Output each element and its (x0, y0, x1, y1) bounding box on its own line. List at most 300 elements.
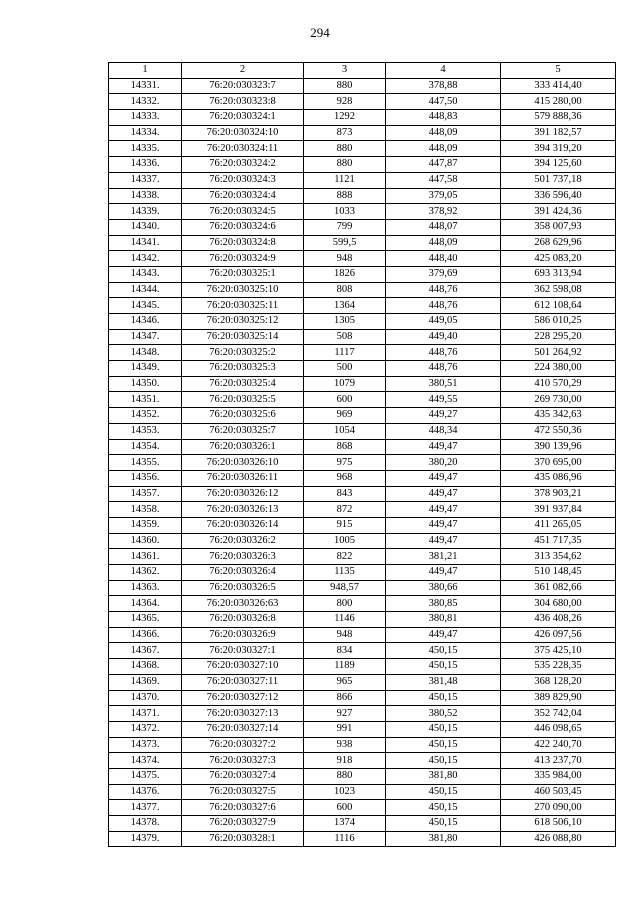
value-cell: 411 265,05 (501, 517, 616, 533)
table-row (109, 831, 616, 847)
cadastral-number-cell: 76:20:030327:10 (182, 659, 304, 675)
area-cell: 1135 (304, 565, 386, 581)
row-number-cell: 14336. (109, 157, 182, 173)
area-cell: 948 (304, 627, 386, 643)
row-number-cell: 14344. (109, 282, 182, 298)
table-row (109, 298, 616, 314)
value-cell: 435 086,96 (501, 470, 616, 486)
row-number-cell: 14349. (109, 361, 182, 377)
cadastral-number-cell: 76:20:030327:1 (182, 643, 304, 659)
cadastral-number-cell: 76:20:030324:6 (182, 219, 304, 235)
rate-cell: 449,47 (386, 502, 501, 518)
area-cell: 868 (304, 439, 386, 455)
area-cell: 888 (304, 188, 386, 204)
cadastral-number-cell: 76:20:030327:12 (182, 690, 304, 706)
area-cell: 873 (304, 125, 386, 141)
area-cell: 991 (304, 721, 386, 737)
area-cell: 799 (304, 219, 386, 235)
area-cell: 1005 (304, 533, 386, 549)
value-cell: 579 888,36 (501, 110, 616, 126)
cadastral-number-cell: 76:20:030325:5 (182, 392, 304, 408)
cadastral-number-cell: 76:20:030326:12 (182, 486, 304, 502)
value-cell: 390 139,96 (501, 439, 616, 455)
value-cell: 436 408,26 (501, 612, 616, 628)
table-row (109, 470, 616, 486)
table-row (109, 314, 616, 330)
cadastral-number-cell: 76:20:030324:3 (182, 172, 304, 188)
rate-cell: 450,15 (386, 784, 501, 800)
area-cell: 948,57 (304, 580, 386, 596)
cadastral-number-cell: 76:20:030326:2 (182, 533, 304, 549)
area-cell: 1054 (304, 423, 386, 439)
row-number-cell: 14333. (109, 110, 182, 126)
row-number-cell: 14335. (109, 141, 182, 157)
rate-cell: 448,76 (386, 282, 501, 298)
rate-cell: 450,15 (386, 753, 501, 769)
value-cell: 389 829,90 (501, 690, 616, 706)
area-cell: 969 (304, 408, 386, 424)
cadastral-number-cell: 76:20:030327:4 (182, 768, 304, 784)
area-cell: 1116 (304, 831, 386, 847)
rate-cell: 381,80 (386, 831, 501, 847)
rate-cell: 448,83 (386, 110, 501, 126)
cadastral-number-cell: 76:20:030325:7 (182, 423, 304, 439)
rate-cell: 379,69 (386, 266, 501, 282)
cadastral-number-cell: 76:20:030325:10 (182, 282, 304, 298)
cadastral-number-cell: 76:20:030325:14 (182, 329, 304, 345)
table-row (109, 188, 616, 204)
area-cell: 843 (304, 486, 386, 502)
area-cell: 1292 (304, 110, 386, 126)
row-number-cell: 14360. (109, 533, 182, 549)
area-cell: 1121 (304, 172, 386, 188)
rate-cell: 449,47 (386, 533, 501, 549)
value-cell: 410 570,29 (501, 376, 616, 392)
rate-cell: 450,15 (386, 721, 501, 737)
table-row (109, 219, 616, 235)
area-cell: 1374 (304, 816, 386, 832)
area-cell: 866 (304, 690, 386, 706)
cadastral-number-cell: 76:20:030324:9 (182, 251, 304, 267)
area-cell: 928 (304, 94, 386, 110)
table-row (109, 439, 616, 455)
area-cell: 600 (304, 800, 386, 816)
rate-cell: 448,76 (386, 345, 501, 361)
cadastral-number-cell: 76:20:030326:9 (182, 627, 304, 643)
value-cell: 693 313,94 (501, 266, 616, 282)
rate-cell: 450,15 (386, 643, 501, 659)
table-row (109, 517, 616, 533)
cadastral-number-cell: 76:20:030327:13 (182, 706, 304, 722)
cadastral-number-cell: 76:20:030324:8 (182, 235, 304, 251)
cadastral-number-cell: 76:20:030324:5 (182, 204, 304, 220)
rate-cell: 449,47 (386, 627, 501, 643)
column-header-1: 1 (109, 63, 182, 79)
value-cell: 451 717,35 (501, 533, 616, 549)
row-number-cell: 14352. (109, 408, 182, 424)
rate-cell: 450,15 (386, 816, 501, 832)
row-number-cell: 14366. (109, 627, 182, 643)
rate-cell: 379,05 (386, 188, 501, 204)
rate-cell: 447,87 (386, 157, 501, 173)
area-cell: 880 (304, 78, 386, 94)
cadastral-number-cell: 76:20:030324:1 (182, 110, 304, 126)
table-header-row (109, 63, 616, 79)
rate-cell: 380,20 (386, 455, 501, 471)
value-cell: 268 629,96 (501, 235, 616, 251)
row-number-cell: 14356. (109, 470, 182, 486)
table-row (109, 737, 616, 753)
rate-cell: 380,52 (386, 706, 501, 722)
cadastral-number-cell: 76:20:030324:2 (182, 157, 304, 173)
row-number-cell: 14359. (109, 517, 182, 533)
row-number-cell: 14337. (109, 172, 182, 188)
table-row (109, 125, 616, 141)
rate-cell: 381,48 (386, 674, 501, 690)
cadastral-number-cell: 76:20:030326:63 (182, 596, 304, 612)
table-row (109, 533, 616, 549)
cadastral-number-cell: 76:20:030325:4 (182, 376, 304, 392)
row-number-cell: 14375. (109, 768, 182, 784)
cadastral-number-cell: 76:20:030324:4 (182, 188, 304, 204)
table-row (109, 282, 616, 298)
area-cell: 1023 (304, 784, 386, 800)
area-cell: 808 (304, 282, 386, 298)
value-cell: 368 128,20 (501, 674, 616, 690)
cadastral-number-cell: 76:20:030325:11 (182, 298, 304, 314)
area-cell: 948 (304, 251, 386, 267)
row-number-cell: 14370. (109, 690, 182, 706)
row-number-cell: 14367. (109, 643, 182, 659)
cadastral-number-cell: 76:20:030325:3 (182, 361, 304, 377)
table-row (109, 612, 616, 628)
table-row (109, 674, 616, 690)
table-row (109, 502, 616, 518)
table-row (109, 455, 616, 471)
table-row (109, 141, 616, 157)
value-cell: 612 108,64 (501, 298, 616, 314)
value-cell: 224 380,00 (501, 361, 616, 377)
table-row (109, 172, 616, 188)
cadastral-number-cell: 76:20:030328:1 (182, 831, 304, 847)
cadastral-number-cell: 76:20:030327:11 (182, 674, 304, 690)
area-cell: 1146 (304, 612, 386, 628)
value-cell: 361 082,66 (501, 580, 616, 596)
data-table (108, 62, 616, 847)
area-cell: 938 (304, 737, 386, 753)
area-cell: 880 (304, 157, 386, 173)
value-cell: 415 280,00 (501, 94, 616, 110)
area-cell: 1079 (304, 376, 386, 392)
column-header-3: 3 (304, 63, 386, 79)
row-number-cell: 14340. (109, 219, 182, 235)
cadastral-number-cell: 76:20:030325:6 (182, 408, 304, 424)
row-number-cell: 14376. (109, 784, 182, 800)
row-number-cell: 14345. (109, 298, 182, 314)
table-row (109, 706, 616, 722)
column-header-4: 4 (386, 63, 501, 79)
value-cell: 313 354,62 (501, 549, 616, 565)
row-number-cell: 14378. (109, 816, 182, 832)
column-header-2: 2 (182, 63, 304, 79)
row-number-cell: 14371. (109, 706, 182, 722)
area-cell: 1364 (304, 298, 386, 314)
row-number-cell: 14342. (109, 251, 182, 267)
value-cell: 228 295,20 (501, 329, 616, 345)
rate-cell: 449,47 (386, 565, 501, 581)
rate-cell: 449,47 (386, 439, 501, 455)
row-number-cell: 14374. (109, 753, 182, 769)
table-row (109, 345, 616, 361)
rate-cell: 448,34 (386, 423, 501, 439)
rate-cell: 449,27 (386, 408, 501, 424)
rate-cell: 448,09 (386, 125, 501, 141)
cadastral-number-cell: 76:20:030326:11 (182, 470, 304, 486)
rate-cell: 381,21 (386, 549, 501, 565)
table-row (109, 549, 616, 565)
area-cell: 1305 (304, 314, 386, 330)
value-cell: 586 010,25 (501, 314, 616, 330)
rate-cell: 380,81 (386, 612, 501, 628)
table-row (109, 423, 616, 439)
table-row (109, 768, 616, 784)
table-row (109, 251, 616, 267)
cadastral-number-cell: 76:20:030327:3 (182, 753, 304, 769)
rate-cell: 449,05 (386, 314, 501, 330)
row-number-cell: 14353. (109, 423, 182, 439)
area-cell: 800 (304, 596, 386, 612)
value-cell: 391 182,57 (501, 125, 616, 141)
area-cell: 1117 (304, 345, 386, 361)
rate-cell: 449,47 (386, 517, 501, 533)
value-cell: 394 319,20 (501, 141, 616, 157)
cadastral-number-cell: 76:20:030324:11 (182, 141, 304, 157)
table-row (109, 361, 616, 377)
value-cell: 391 424,36 (501, 204, 616, 220)
table-row (109, 204, 616, 220)
page-number: 294 (310, 25, 330, 40)
table-row (109, 627, 616, 643)
table-row (109, 816, 616, 832)
cadastral-number-cell: 76:20:030326:5 (182, 580, 304, 596)
table-row (109, 110, 616, 126)
row-number-cell: 14338. (109, 188, 182, 204)
rate-cell: 378,92 (386, 204, 501, 220)
row-number-cell: 14341. (109, 235, 182, 251)
table-row (109, 659, 616, 675)
table-row (109, 266, 616, 282)
value-cell: 333 414,40 (501, 78, 616, 94)
table-row (109, 392, 616, 408)
rate-cell: 450,15 (386, 800, 501, 816)
area-cell: 918 (304, 753, 386, 769)
table-row (109, 800, 616, 816)
cadastral-number-cell: 76:20:030324:10 (182, 125, 304, 141)
area-cell: 822 (304, 549, 386, 565)
value-cell: 472 550,36 (501, 423, 616, 439)
table-row (109, 721, 616, 737)
rate-cell: 449,47 (386, 470, 501, 486)
rate-cell: 450,15 (386, 737, 501, 753)
cadastral-number-cell: 76:20:030326:13 (182, 502, 304, 518)
row-number-cell: 14354. (109, 439, 182, 455)
value-cell: 501 264,92 (501, 345, 616, 361)
cadastral-number-cell: 76:20:030325:2 (182, 345, 304, 361)
table-body (109, 78, 616, 847)
value-cell: 378 903,21 (501, 486, 616, 502)
table-row (109, 329, 616, 345)
area-cell: 508 (304, 329, 386, 345)
rate-cell: 380,51 (386, 376, 501, 392)
table-row (109, 784, 616, 800)
row-number-cell: 14332. (109, 94, 182, 110)
value-cell: 618 506,10 (501, 816, 616, 832)
rate-cell: 449,47 (386, 486, 501, 502)
rate-cell: 380,85 (386, 596, 501, 612)
row-number-cell: 14351. (109, 392, 182, 408)
rate-cell: 378,88 (386, 78, 501, 94)
value-cell: 362 598,08 (501, 282, 616, 298)
area-cell: 1189 (304, 659, 386, 675)
area-cell: 915 (304, 517, 386, 533)
value-cell: 304 680,00 (501, 596, 616, 612)
row-number-cell: 14347. (109, 329, 182, 345)
row-number-cell: 14357. (109, 486, 182, 502)
value-cell: 352 742,04 (501, 706, 616, 722)
rate-cell: 447,50 (386, 94, 501, 110)
row-number-cell: 14358. (109, 502, 182, 518)
row-number-cell: 14377. (109, 800, 182, 816)
table-row (109, 753, 616, 769)
value-cell: 510 148,45 (501, 565, 616, 581)
rate-cell: 380,66 (386, 580, 501, 596)
cadastral-number-cell: 76:20:030323:7 (182, 78, 304, 94)
area-cell: 872 (304, 502, 386, 518)
value-cell: 335 984,00 (501, 768, 616, 784)
row-number-cell: 14362. (109, 565, 182, 581)
area-cell: 927 (304, 706, 386, 722)
rate-cell: 448,76 (386, 298, 501, 314)
cadastral-number-cell: 76:20:030327:9 (182, 816, 304, 832)
table-row (109, 78, 616, 94)
row-number-cell: 14334. (109, 125, 182, 141)
cadastral-number-cell: 76:20:030326:8 (182, 612, 304, 628)
value-cell: 501 737,18 (501, 172, 616, 188)
rate-cell: 381,80 (386, 768, 501, 784)
value-cell: 426 088,80 (501, 831, 616, 847)
row-number-cell: 14339. (109, 204, 182, 220)
area-cell: 599,5 (304, 235, 386, 251)
cadastral-number-cell: 76:20:030326:1 (182, 439, 304, 455)
value-cell: 391 937,84 (501, 502, 616, 518)
value-cell: 425 083,20 (501, 251, 616, 267)
value-cell: 358 007,93 (501, 219, 616, 235)
area-cell: 834 (304, 643, 386, 659)
row-number-cell: 14364. (109, 596, 182, 612)
row-number-cell: 14363. (109, 580, 182, 596)
table-row (109, 408, 616, 424)
area-cell: 880 (304, 768, 386, 784)
cadastral-number-cell: 76:20:030327:5 (182, 784, 304, 800)
rate-cell: 448,76 (386, 361, 501, 377)
row-number-cell: 14331. (109, 78, 182, 94)
value-cell: 426 097,56 (501, 627, 616, 643)
row-number-cell: 14350. (109, 376, 182, 392)
row-number-cell: 14365. (109, 612, 182, 628)
table-row (109, 565, 616, 581)
table-row (109, 596, 616, 612)
area-cell: 1826 (304, 266, 386, 282)
table-row (109, 643, 616, 659)
rate-cell: 449,55 (386, 392, 501, 408)
table-row (109, 157, 616, 173)
value-cell: 336 596,40 (501, 188, 616, 204)
cadastral-number-cell: 76:20:030327:14 (182, 721, 304, 737)
rate-cell: 448,09 (386, 141, 501, 157)
value-cell: 413 237,70 (501, 753, 616, 769)
row-number-cell: 14369. (109, 674, 182, 690)
row-number-cell: 14361. (109, 549, 182, 565)
cadastral-number-cell: 76:20:030323:8 (182, 94, 304, 110)
rate-cell: 448,40 (386, 251, 501, 267)
area-cell: 968 (304, 470, 386, 486)
rate-cell: 448,07 (386, 219, 501, 235)
area-cell: 500 (304, 361, 386, 377)
table-row (109, 235, 616, 251)
value-cell: 270 090,00 (501, 800, 616, 816)
table-row (109, 486, 616, 502)
table-row (109, 376, 616, 392)
cadastral-number-cell: 76:20:030325:1 (182, 266, 304, 282)
cadastral-number-cell: 76:20:030327:6 (182, 800, 304, 816)
row-number-cell: 14372. (109, 721, 182, 737)
cadastral-number-cell: 76:20:030325:12 (182, 314, 304, 330)
row-number-cell: 14346. (109, 314, 182, 330)
value-cell: 394 125,60 (501, 157, 616, 173)
row-number-cell: 14343. (109, 266, 182, 282)
value-cell: 435 342,63 (501, 408, 616, 424)
column-header-5: 5 (501, 63, 616, 79)
area-cell: 965 (304, 674, 386, 690)
row-number-cell: 14348. (109, 345, 182, 361)
area-cell: 880 (304, 141, 386, 157)
value-cell: 375 425,10 (501, 643, 616, 659)
table-row (109, 580, 616, 596)
row-number-cell: 14355. (109, 455, 182, 471)
value-cell: 460 503,45 (501, 784, 616, 800)
cadastral-number-cell: 76:20:030326:10 (182, 455, 304, 471)
cadastral-number-cell: 76:20:030327:2 (182, 737, 304, 753)
table-row (109, 94, 616, 110)
row-number-cell: 14373. (109, 737, 182, 753)
rate-cell: 450,15 (386, 659, 501, 675)
cadastral-number-cell: 76:20:030326:4 (182, 565, 304, 581)
rate-cell: 449,40 (386, 329, 501, 345)
rate-cell: 450,15 (386, 690, 501, 706)
area-cell: 1033 (304, 204, 386, 220)
cadastral-number-cell: 76:20:030326:14 (182, 517, 304, 533)
value-cell: 422 240,70 (501, 737, 616, 753)
area-cell: 600 (304, 392, 386, 408)
value-cell: 370 695,00 (501, 455, 616, 471)
value-cell: 269 730,00 (501, 392, 616, 408)
value-cell: 535 228,35 (501, 659, 616, 675)
row-number-cell: 14368. (109, 659, 182, 675)
row-number-cell: 14379. (109, 831, 182, 847)
area-cell: 975 (304, 455, 386, 471)
cadastral-number-cell: 76:20:030326:3 (182, 549, 304, 565)
value-cell: 446 098,65 (501, 721, 616, 737)
